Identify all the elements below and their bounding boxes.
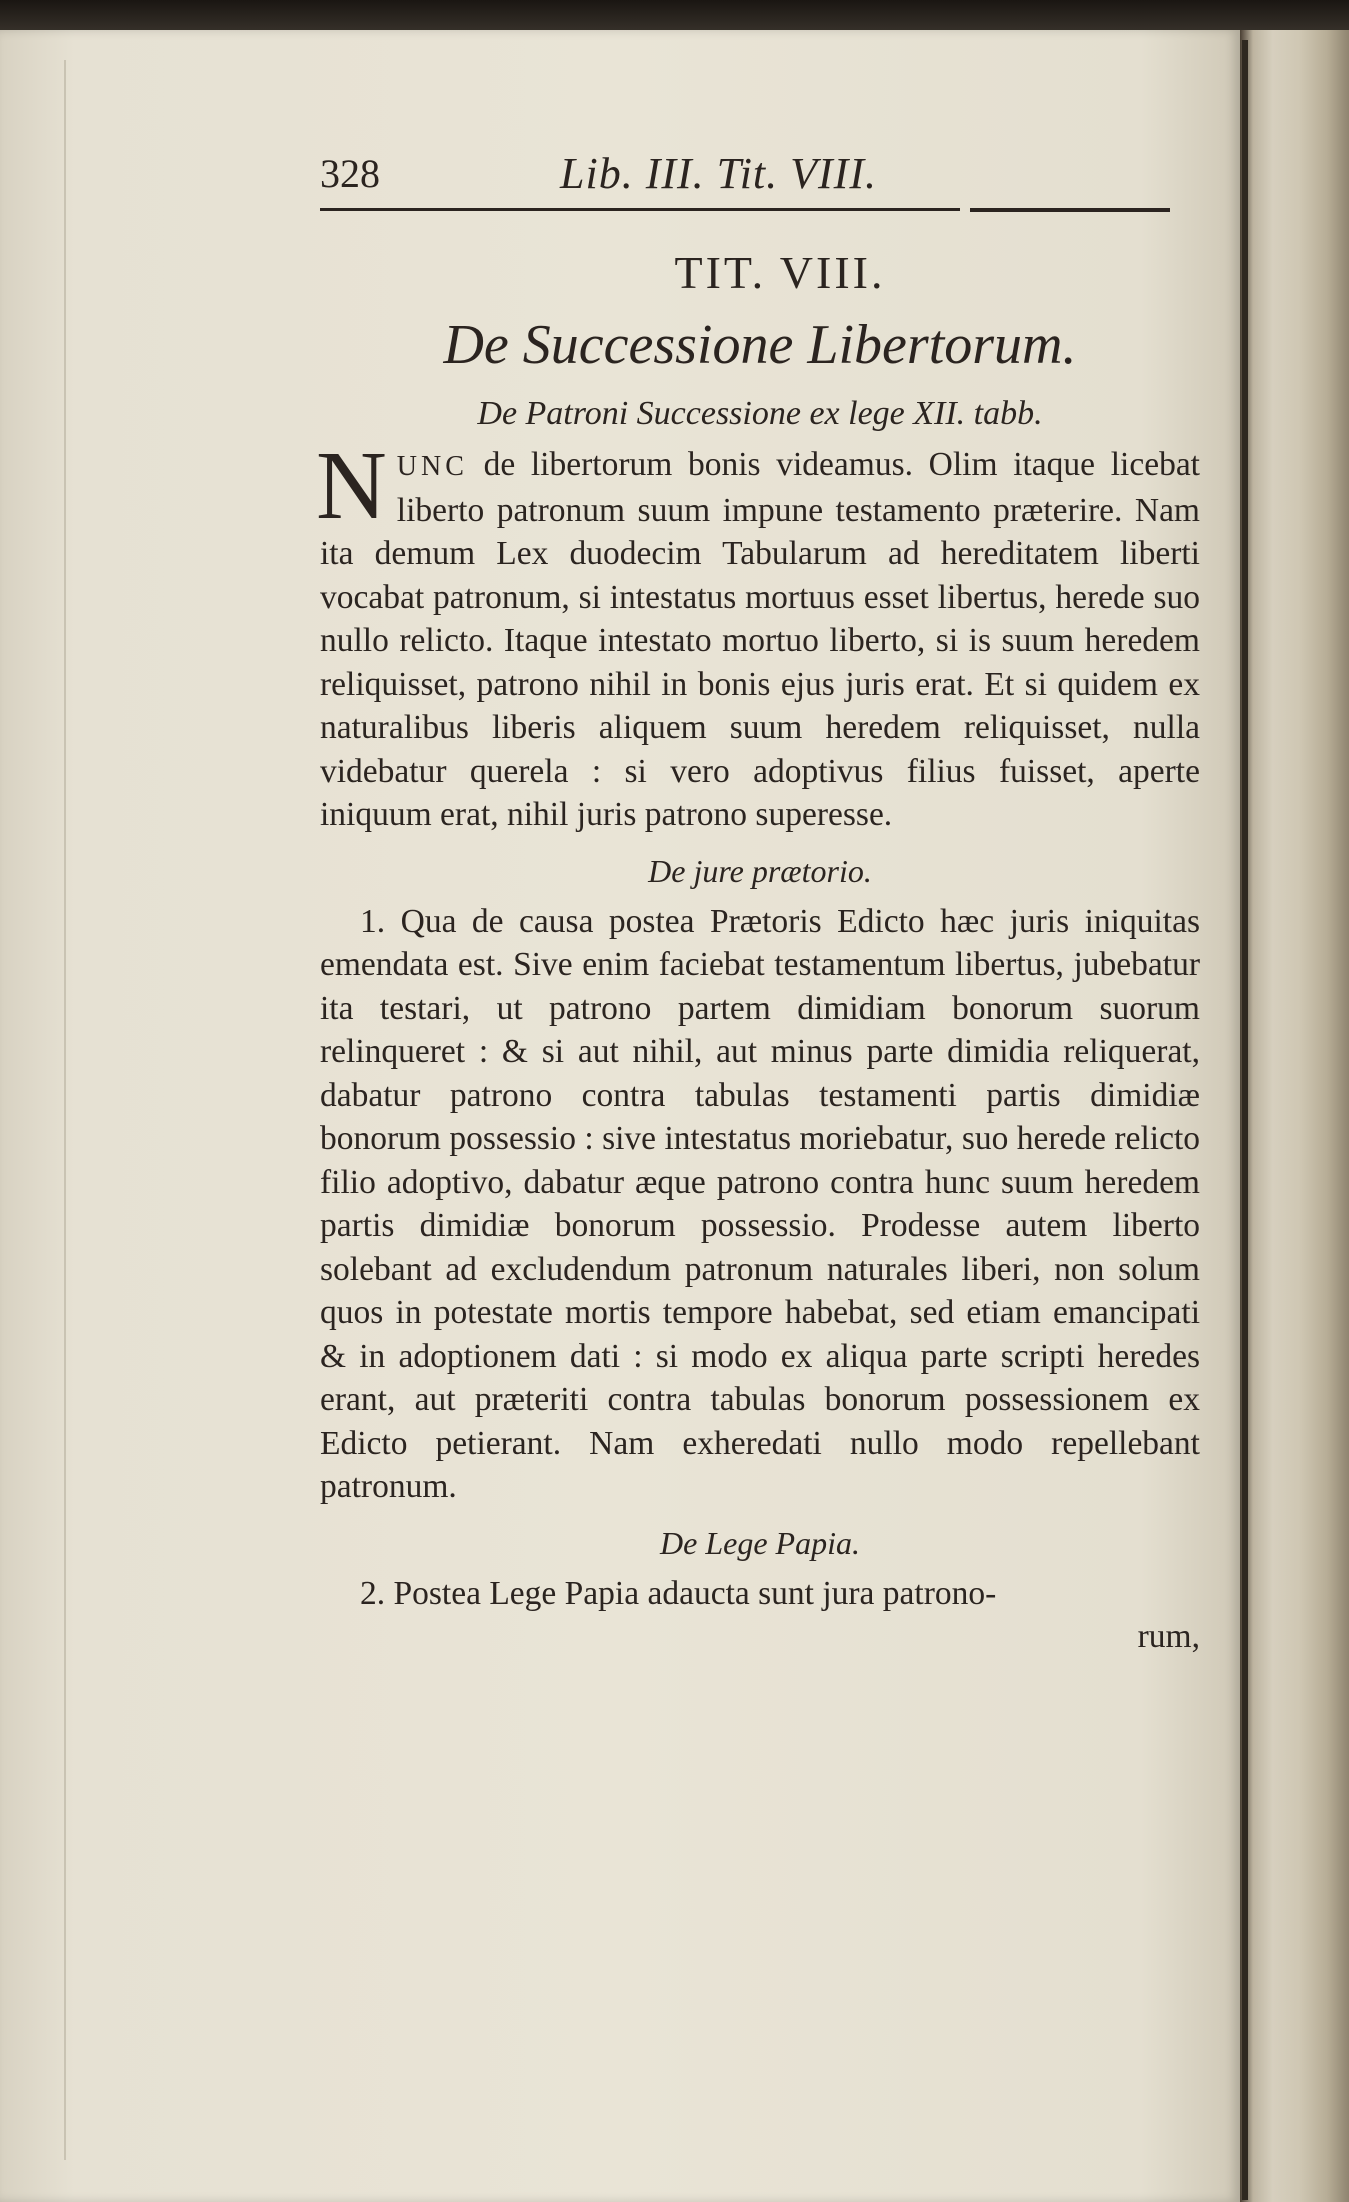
paragraph-text: de libertorum bonis videamus. Olim itaque licebat liberto patronum suum impune testamento præterire. Nam ita demum Lex duodecim Tabularum ad hereditatem liberti vocabat patronum, si intestatus mortuus esset libertus, herede suo nullo relicto. Itaque intestato mortuo liberto, si is suum heredem reliquisset, patrono nihil in bonis ejus juris erat. Et si quidem ex naturalibus liberis aliquem suum heredem reliquisset, nulla videbatur querela : si vero adoptivus filius fuisset, aperte iniquum erat, nihil juris patrono superesse. [320,446,1200,833]
header-rule [320,208,960,211]
spine-edge [1242,40,1248,2200]
drop-cap: N [316,432,387,540]
section-heading: De jure prætorio. [648,852,872,889]
section-heading: De Lege Papia. [660,1524,860,1561]
page-content [316,130,1201,1659]
section-1-paragraph [320,900,1200,1509]
paragraph-text: Postea Lege Papia adaucta sunt jura patrono- [393,1574,997,1612]
running-title: Lib. III. Tit. VIII. [560,149,877,198]
header-rule-right [970,208,1170,212]
paragraph-number: 1. [360,902,386,940]
paragraph-text: Qua de causa postea Prætoris Edicto hæc juris iniquitas emendata est. Sive enim faciebat testamentum libertus, jubebatur ita testari, ut patrono partem dimidiam bonorum suorum relinqueret : & si aut nihil, aut minus parte dimidia reliquerat, dabatur patrono contra tabulas testamenti partis dimidiæ bonorum possessio : sive intestatus moriebatur, suo herede relicto filio adoptivo, dabatur æque patrono contra hunc suum heredem partis dimidiæ bonorum possessio. Prodesse autem liberto solebant ad excludendum patronum naturales liberi, non solum quos in potestate mortis tempore habebat, sed etiam emancipati & in adoptionem dati : si modo ex aliqua parte scripti heredes erant, aut præteriti contra tabulas bonorum possessionem ex Edicto petierant. Nam exheredati nullo modo repellebant patronum. [320,902,1201,1505]
section-paragraph [320,900,1200,1509]
paragraph-number: 2. [360,1574,386,1612]
running-head [320,130,1200,210]
section-paragraph [320,1572,1200,1616]
body-paragraph [316,432,1200,837]
title-heading: De Successione Libertorum. [443,314,1077,376]
opening-paragraph [316,432,1200,837]
subtitle-heading: De Patroni Successione ex lege XII. tabb. [477,395,1043,432]
section-2-paragraph [320,1572,1200,1616]
lead-word: UNC [396,451,468,482]
book-spine [1240,30,1349,2202]
title-number: TIT. VIII. [674,247,886,298]
page-number: 328 [320,151,380,196]
catchword: rum, [1137,1618,1200,1655]
